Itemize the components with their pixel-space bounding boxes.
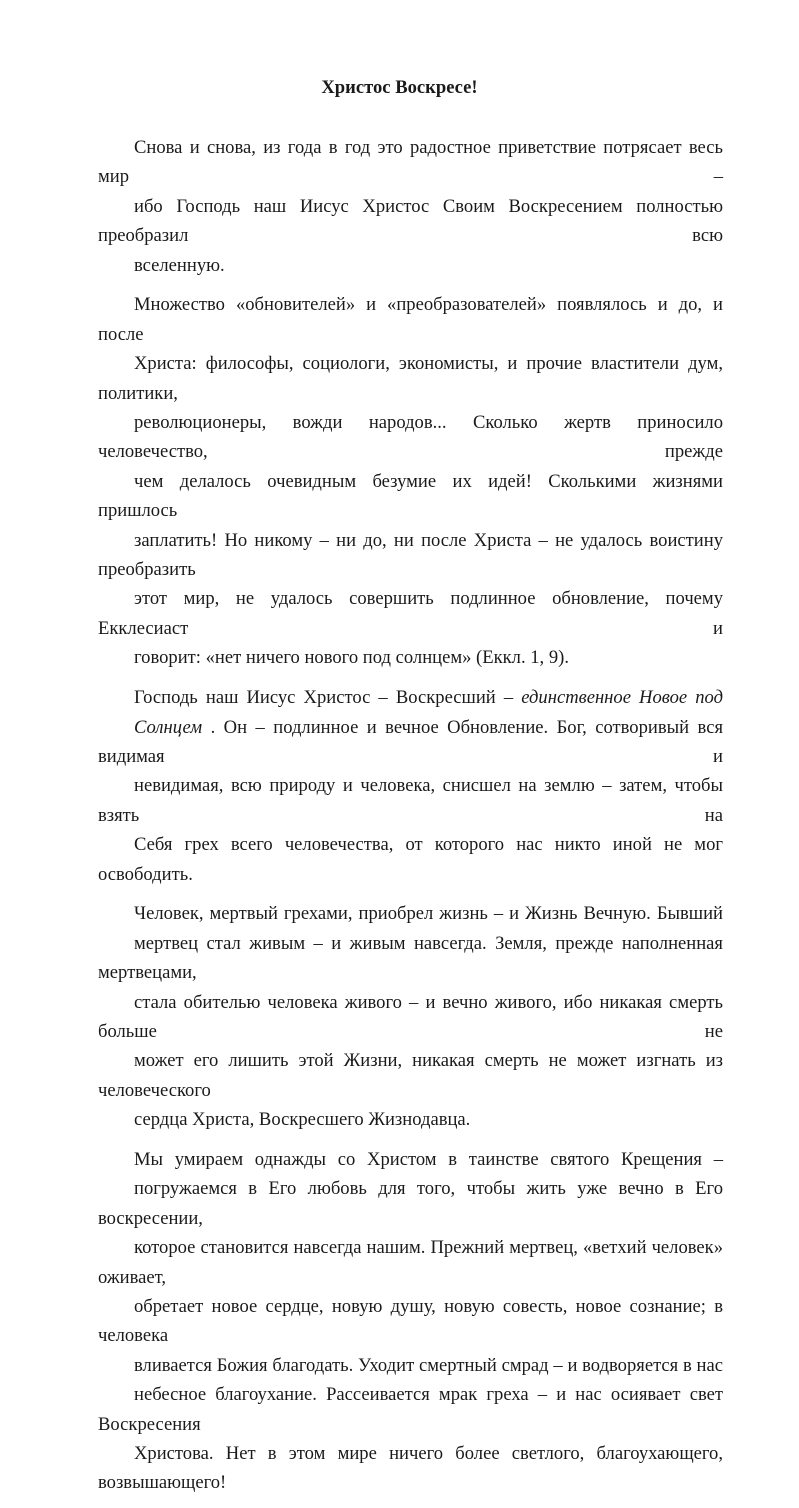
paragraph-line: мертвец стал живым – и живым навсегда. Земля, прежде наполненная мертвецами, xyxy=(98,932,723,984)
paragraph-4 xyxy=(98,899,723,1134)
paragraph-line: Христова. Нет в этом мире ничего более светлого, благоухающего, возвышающего! xyxy=(98,1443,723,1494)
paragraph-line: вселенную. xyxy=(134,254,225,276)
paragraph-line xyxy=(98,683,723,712)
paragraph-5 xyxy=(98,1145,723,1498)
italic-phrase: единственное Новое под xyxy=(521,687,723,709)
document-title: Христос Воскресе! xyxy=(321,77,478,98)
paragraph-line: Снова и снова, из года в год это радостное приветствие потрясает весь мир – xyxy=(98,137,723,188)
paragraph-line: Себя грех всего человечества, от которого нас никто иной не мог освободить. xyxy=(98,834,723,885)
paragraph-line: сердца Христа, Воскресшего Жизнодавца. xyxy=(134,1109,471,1131)
paragraph-line: может его лишить этой Жизни, никакая смерть не может изгнать из человеческого xyxy=(98,1050,723,1101)
paragraph-line: невидимая, всю природу и человека, снисшел на землю – затем, чтобы взять на xyxy=(98,775,723,826)
paragraph-line: этот мир, не удалось совершить подлинное обновление, почему Екклесиаст и xyxy=(98,588,723,639)
paragraph-line: революционеры, вожди народов... Сколько жертв приносило человечество, прежде xyxy=(98,412,723,463)
paragraph-text: . Он – подлинное и вечное Обновление. Бог, сотворивый вся видимая и xyxy=(98,716,723,767)
paragraph-2 xyxy=(98,290,723,672)
paragraph-line xyxy=(98,713,723,772)
paragraph-line: говорит: «нет ничего нового под солнцем» (Еккл. 1, 9). xyxy=(134,647,569,669)
paragraph-line: чем делалось очевидным безумие их идей! Сколькими жизнями пришлось xyxy=(98,470,723,522)
paragraph-line: Множество «обновителей» и «преобразователей» появлялось и до, и после xyxy=(98,294,723,345)
paragraph-text: Господь наш Иисус Христос – Воскресший – xyxy=(134,687,522,709)
italic-phrase: Солнцем xyxy=(134,716,203,738)
paragraph-line: вливается Божия благодать. Уходит смертный смрад – и водворяется в нас xyxy=(134,1354,723,1376)
paragraph-line: погружаемся в Его любовь для того, чтобы жить уже вечно в Его воскресении, xyxy=(98,1178,723,1229)
document-body xyxy=(98,133,723,1508)
paragraph-line: Человек, мертвый грехами, приобрел жизнь – и Жизнь Вечную. Бывший xyxy=(134,903,723,925)
paragraph-line: обретает новое сердце, новую душу, новую совесть, новое сознание; в человека xyxy=(98,1296,723,1347)
paragraph-line: небесное благоухание. Рассеивается мрак греха – и нас осиявает свет Воскресения xyxy=(98,1384,723,1435)
paragraph-line: заплатить! Но никому – ни до, ни после Христа – не удалось воистину преобразить xyxy=(98,529,723,581)
paragraph-line: ибо Господь наш Иисус Христос Своим Воскресением полностью преобразил всю xyxy=(98,195,723,247)
paragraph-1 xyxy=(98,133,723,280)
paragraph-3 xyxy=(98,683,723,889)
paragraph-line: Мы умираем однажды со Христом в таинстве святого Крещения – xyxy=(134,1148,723,1170)
paragraph-line: стала обителью человека живого – и вечно живого, ибо никакая смерть больше не xyxy=(98,991,723,1042)
paragraph-line: Христа: философы, социологи, экономисты, и прочие властители дум, политики, xyxy=(98,353,723,404)
paragraph-line: которое становится навсегда нашим. Прежний мертвец, «ветхий человек» оживает, xyxy=(98,1237,723,1288)
